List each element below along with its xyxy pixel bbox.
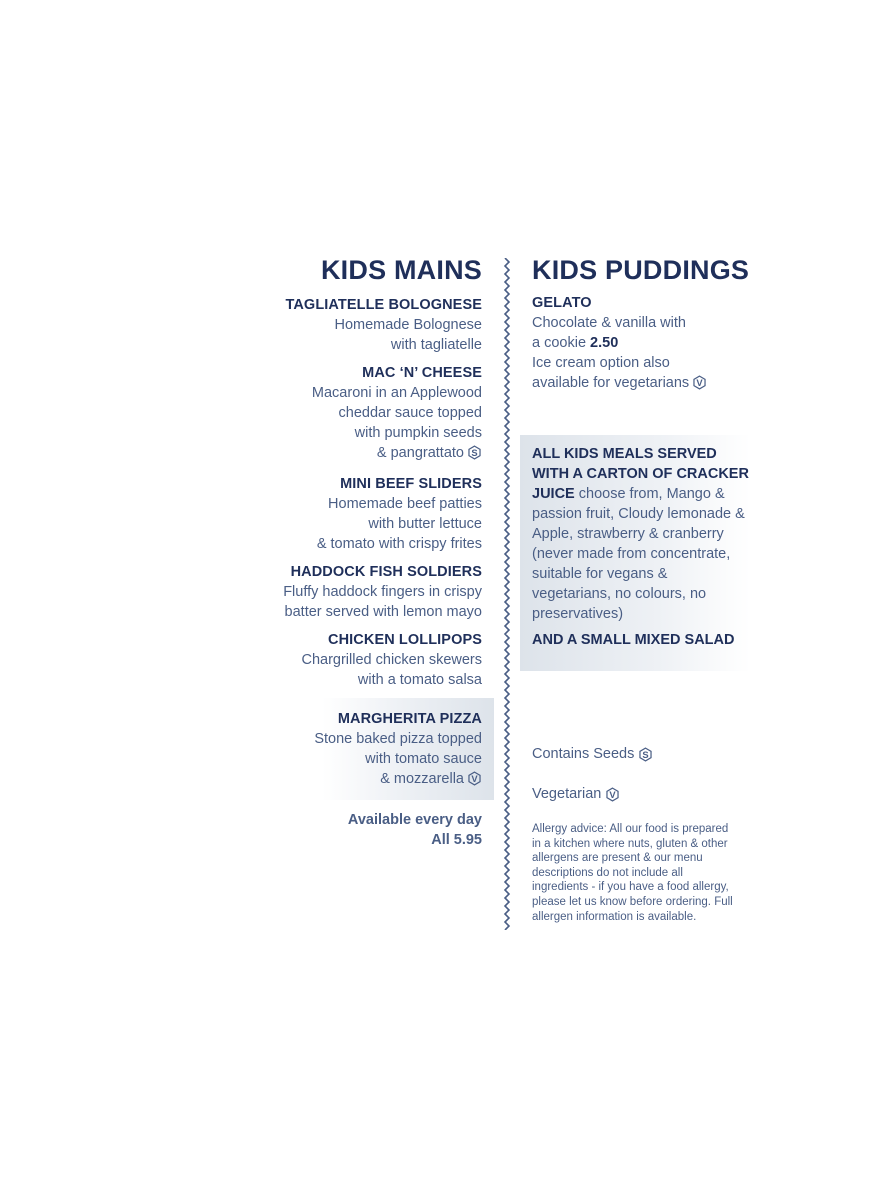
legend-label: Contains Seeds: [532, 746, 635, 762]
seeds-badge-icon: [467, 445, 482, 466]
desc-line: Ice cream option also: [532, 355, 670, 371]
item-description: [262, 383, 482, 466]
desc-line: [532, 373, 762, 396]
item-description: Homemade Bolognese with tagliatelle: [334, 317, 482, 353]
svg-text:S: S: [471, 447, 478, 458]
featured-menu-item: [270, 710, 482, 792]
desc-line: Chocolate & vanilla with: [532, 315, 686, 331]
salad-note: AND A SMALL MIXED SALAD: [532, 632, 735, 648]
svg-text:V: V: [471, 773, 478, 784]
desc-text: available for vegetarians: [532, 375, 690, 391]
item-description: Fluffy haddock fingers in crispy batter served with lemon mayo: [283, 584, 482, 620]
kids-mains-section: [262, 254, 482, 699]
item-description: [270, 729, 482, 792]
legend-vegetarian: [532, 784, 752, 804]
item-name: MARGHERITA PIZZA: [337, 711, 482, 727]
zigzag-divider: [502, 258, 512, 930]
allergy-advice: Allergy advice: All our food is prepared in a kitchen where nuts, gluten & other allergens are present & our menu descriptions do not include all ingredients - if you have a food allergy, please let us know before ordering. Full allergen information is available.: [532, 823, 733, 923]
availability-text: Available every day: [347, 812, 482, 828]
item-name: GELATO: [532, 295, 592, 311]
juice-details: choose from, Mango & passion fruit, Cloudy lemonade & Apple, strawberry & cranberry (never made from concentrate, suitable for vegans & vegetarians, no colours, no preservatives): [532, 486, 745, 622]
menu-item: [262, 364, 482, 466]
vegetarian-badge-icon: [467, 771, 482, 792]
juice-heading: ALL KIDS MEALS SERVED WITH A CARTON OF CRACKER JUICE: [532, 446, 749, 502]
svg-text:V: V: [696, 377, 703, 388]
item-name: CHICKEN LOLLIPOPS: [328, 632, 482, 648]
availability-info: [300, 810, 482, 850]
svg-text:V: V: [609, 789, 616, 800]
item-description: [532, 313, 762, 396]
item-name: HADDOCK FISH SOLDIERS: [290, 564, 482, 580]
item-description-text: Macaroni in an Applewood cheddar sauce topped with pumpkin seeds & pangrattato: [311, 385, 482, 461]
item-description: Homemade beef patties with butter lettuce & tomato with crispy frites: [316, 496, 482, 552]
vegetarian-badge-icon: [692, 375, 707, 396]
menu-item: [262, 563, 482, 622]
seeds-badge-icon: [638, 747, 653, 762]
item-name: MINI BEEF SLIDERS: [340, 476, 482, 492]
menu-item: [262, 631, 482, 690]
price-text: All 5.95: [431, 832, 482, 848]
menu-item: [262, 296, 482, 355]
vegetarian-badge-icon: [605, 787, 620, 802]
legend-seeds: [532, 744, 752, 764]
price-text: 2.50: [590, 335, 619, 351]
svg-text:S: S: [642, 749, 649, 760]
kids-mains-heading: KIDS MAINS: [320, 255, 482, 285]
desc-text: a cookie: [532, 335, 587, 351]
item-name: MAC ‘N’ CHEESE: [362, 365, 482, 381]
menu-item: [262, 475, 482, 554]
kids-puddings-heading: KIDS PUDDINGS: [532, 255, 750, 285]
dietary-legend: [532, 744, 752, 804]
juice-offer: [532, 444, 750, 650]
desc-line: [532, 333, 762, 353]
kids-puddings-section: [532, 254, 762, 405]
legend-label: Vegetarian: [532, 786, 602, 802]
menu-item: [532, 294, 762, 396]
item-description: Chargrilled chicken skewers with a tomato salsa: [301, 652, 482, 688]
item-name: TAGLIATELLE BOLOGNESE: [285, 297, 482, 313]
item-description-text: Stone baked pizza topped with tomato sauce & mozzarella: [314, 731, 482, 787]
